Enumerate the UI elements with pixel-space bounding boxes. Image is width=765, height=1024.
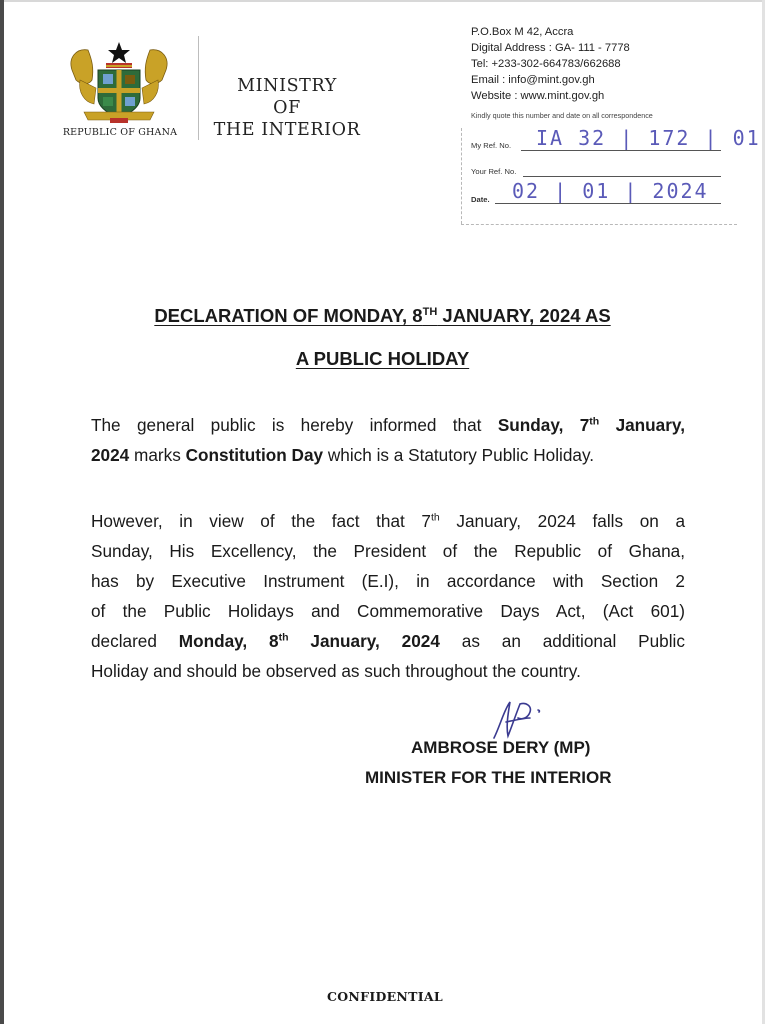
p2-text-additional: as an additional Public bbox=[439, 631, 685, 651]
p1-text-marks: marks bbox=[129, 445, 186, 465]
contact-website: Website : www.mint.gov.gh bbox=[471, 90, 605, 102]
title-text-a: DECLARATION OF MONDAY, 8 bbox=[154, 305, 423, 326]
paragraph-2-line-6: Holiday and should be observed as such throughout the country. bbox=[91, 661, 581, 681]
your-ref-label: Your Ref. No. bbox=[471, 167, 517, 176]
p2-declared: declared bbox=[91, 631, 179, 651]
paragraph-2-line-5 bbox=[91, 626, 685, 656]
ministry-line-1: MINISTRY bbox=[237, 76, 337, 96]
paragraph-announcement bbox=[91, 410, 685, 470]
paragraph-1-line-2 bbox=[91, 440, 685, 470]
page-left-edge bbox=[0, 0, 4, 1024]
minister-signature-icon bbox=[486, 696, 576, 742]
paragraph-2-line-3: has by Executive Instrument (E.I), in accordance with Section 2 bbox=[91, 571, 685, 591]
my-ref-line bbox=[521, 150, 721, 151]
title-text-b: JANUARY, 2024 AS bbox=[437, 305, 611, 326]
p1-text: The general public is hereby informed that bbox=[91, 415, 498, 435]
contact-block bbox=[471, 24, 630, 104]
p2-bold-date-a: Monday, 8 bbox=[178, 631, 279, 651]
ministry-line-3: THE INTERIOR bbox=[213, 120, 361, 140]
p2-text-a: However, in view of the fact that 7 bbox=[91, 511, 431, 531]
quote-instruction: Kindly quote this number and date on all correspondence bbox=[471, 111, 653, 120]
p2-bold-date bbox=[179, 631, 440, 651]
signatory-position: MINISTER FOR THE INTERIOR bbox=[365, 768, 612, 787]
contact-address: P.O.Box M 42, Accra bbox=[471, 26, 574, 38]
page-top-edge bbox=[0, 0, 765, 2]
p1-ordinal: th bbox=[589, 415, 600, 428]
signatory-name: AMBROSE DERY (MP) bbox=[411, 738, 591, 757]
header-divider bbox=[198, 36, 199, 140]
republic-label: REPUBLIC OF GHANA bbox=[62, 127, 178, 138]
confidential-footer: CONFIDENTIAL bbox=[326, 989, 443, 1004]
p1-bold-date-b: January, bbox=[599, 415, 685, 435]
contact-phone: Tel: +233-302-664783/662688 bbox=[471, 58, 621, 70]
p2-bold-date-b: January, 2024 bbox=[288, 631, 440, 651]
p2-ordinal: th bbox=[430, 511, 440, 524]
paragraph-declaration bbox=[91, 506, 685, 686]
document-title-line-1 bbox=[0, 305, 765, 327]
p1-bold-constitution-day: Constitution Day bbox=[185, 445, 324, 465]
document-title-line-2: A PUBLIC HOLIDAY bbox=[295, 348, 470, 369]
p1-bold-date-a: Sunday, 7 bbox=[497, 415, 590, 435]
ministry-line-2: OF bbox=[273, 98, 301, 118]
reference-box-left-border bbox=[461, 128, 463, 224]
p1-text-end: which is a Statutory Public Holiday. bbox=[323, 445, 595, 465]
p2-bold-ordinal: th bbox=[278, 631, 289, 644]
ministry-name bbox=[202, 75, 372, 141]
contact-digital-address: Digital Address : GA- 111 - 7778 bbox=[471, 42, 630, 54]
reference-box-bottom-border bbox=[461, 224, 737, 226]
date-value: 02 | 01 | 2024 bbox=[512, 179, 709, 203]
my-ref-label: My Ref. No. bbox=[471, 141, 512, 150]
title-ordinal: TH bbox=[422, 305, 438, 318]
my-ref-value: IA 32 | 172 | 01 bbox=[536, 126, 761, 150]
paragraph-2-line-1 bbox=[91, 506, 685, 536]
p1-bold-date bbox=[498, 415, 685, 435]
date-label: Date. bbox=[471, 195, 490, 204]
date-line bbox=[495, 203, 721, 204]
paragraph-2-line-2: Sunday, His Excellency, the President of the Republic of Ghana, bbox=[91, 541, 685, 561]
coat-of-arms-icon bbox=[66, 40, 172, 124]
p1-bold-year: 2024 bbox=[91, 445, 130, 465]
paragraph-2-line-4: of the Public Holidays and Commemorative Days Act, (Act 601) bbox=[91, 601, 685, 621]
p2-text-b: January, 2024 falls on a bbox=[439, 511, 685, 531]
your-ref-line bbox=[523, 176, 721, 177]
paragraph-1-line-1 bbox=[91, 410, 685, 440]
contact-email: Email : info@mint.gov.gh bbox=[471, 74, 595, 86]
